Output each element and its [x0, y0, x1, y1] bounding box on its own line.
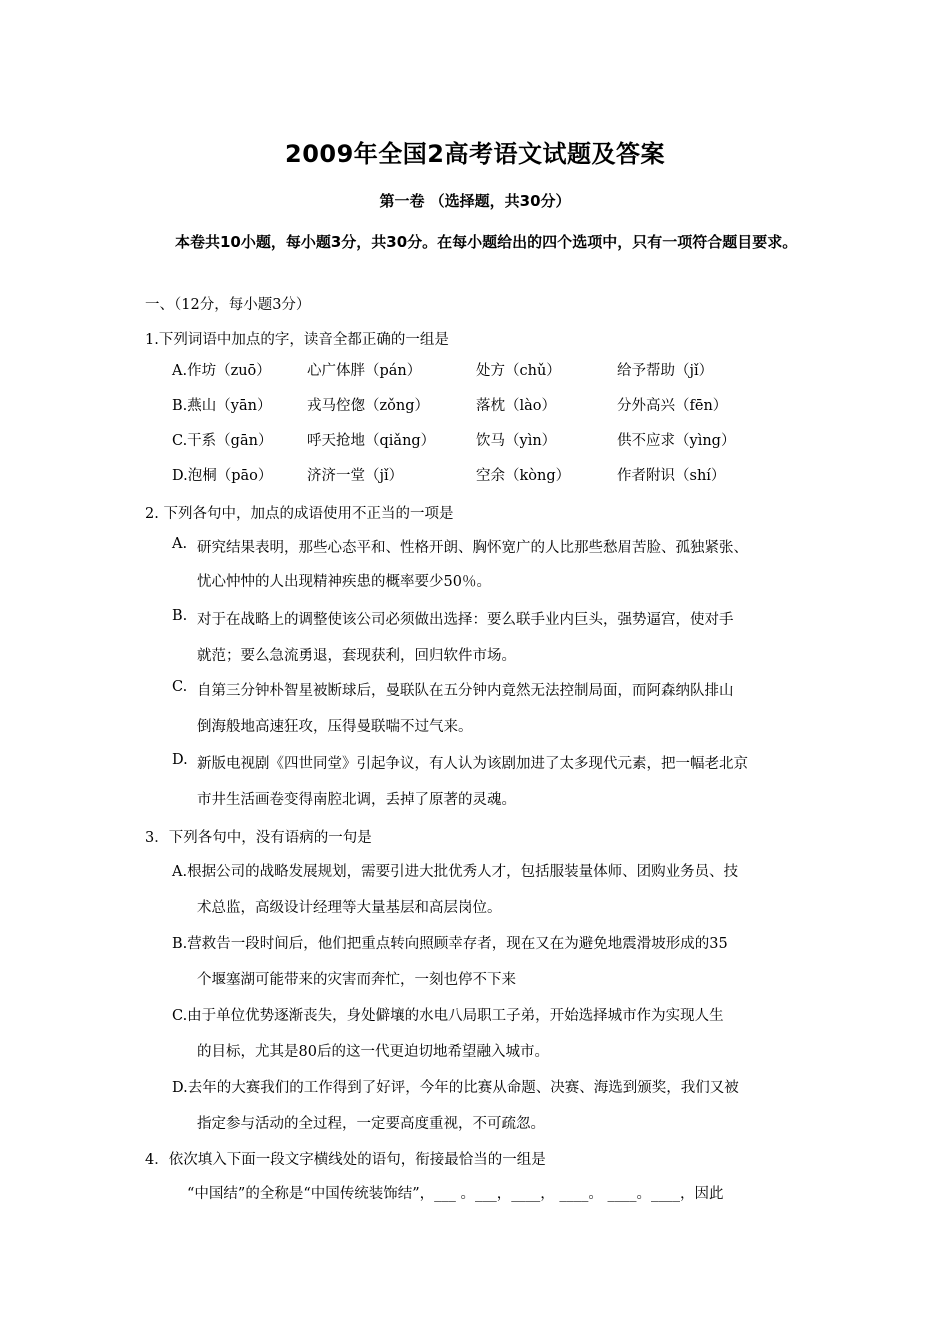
part-heading: 一、（12分，每小题3分） — [145, 297, 311, 313]
q3-option-d-line1: D.去年的大赛我们的工作得到了好评，今年的比赛从命题、决赛、海选到颁奖，我们又被 — [172, 1080, 739, 1096]
q3-option-b-line1: B.营救告一段时间后，他们把重点转向照顾幸存者，现在又在为避免地震滑坡形成的35 — [172, 936, 728, 952]
q2-option-b-line2: 就范；要么急流勇退，套现获利，回归软件市场。 — [197, 648, 516, 664]
q1-a-3: 处方（chǔ） — [476, 363, 561, 379]
q3-option-a-line2: 术总监，高级设计经理等大量基层和高层岗位。 — [197, 900, 502, 916]
question-2-stem: 2. 下列各句中，加点的成语使用不正当的一项是 — [145, 506, 454, 522]
q3-option-a-line1: A.根据公司的战略发展规划，需要引进大批优秀人才，包括服装量体师、团购业务员、技 — [172, 864, 739, 880]
q2-option-d-line2: 市井生活画卷变得南腔北调，丢掉了原著的灵魂。 — [197, 792, 516, 808]
question-4-text: “中国结”的全称是“中国传统装饰结”，___ 。___，____， ____。 ____。____，因此 — [187, 1186, 724, 1202]
q3-option-d-line2: 指定参与活动的全过程，一定要高度重视，不可疏忽。 — [197, 1116, 545, 1132]
q1-d-3: 空余（kòng） — [476, 468, 571, 484]
q1-b-4: 分外高兴（fēn） — [617, 398, 728, 414]
q2-option-d-label: D. — [172, 752, 188, 768]
q1-a-4: 给予帮助（jǐ） — [617, 363, 714, 379]
question-4-stem: 4．依次填入下面一段文字横线处的语句，衔接最恰当的一组是 — [145, 1152, 546, 1168]
q1-c-1: C.干系（gān） — [172, 433, 273, 449]
q2-option-b-label: B. — [172, 608, 188, 624]
q1-c-4: 供不应求（yìng） — [617, 433, 736, 449]
instructions: 本卷共10小题，每小题3分，共30分。在每小题给出的四个选项中，只有一项符合题目要求。 — [175, 233, 798, 251]
section-heading: 第一卷 （选择题，共30分） — [379, 192, 571, 210]
question-1-stem: 1.下列词语中加点的字，读音全都正确的一组是 — [145, 332, 449, 348]
q1-a-2: 心广体胖（pán） — [307, 363, 422, 379]
q1-b-1: B.燕山（yān） — [172, 398, 272, 414]
page-title: 2009年全国2高考语文试题及答案 — [285, 140, 665, 168]
q3-option-b-line2: 个堰塞湖可能带来的灾害而奔忙，一刻也停不下来 — [197, 972, 516, 988]
q1-a-1: A.作坊（zuō） — [172, 363, 271, 379]
q3-option-c-line1: C.由于单位优势逐渐丧失，身处僻壤的水电八局职工子弟，开始选择城市作为实现人生 — [172, 1008, 724, 1024]
q1-c-3: 饮马（yìn） — [476, 433, 557, 449]
q2-option-c-line2: 倒海般地高速狂攻，压得曼联喘不过气来。 — [197, 719, 473, 735]
q1-d-1: D.泡桐（pāo） — [172, 468, 273, 484]
q2-option-c-label: C. — [172, 679, 188, 695]
q1-d-4: 作者附识（shí） — [617, 468, 726, 484]
q2-option-a-line2: 忧心忡忡的人出现精神疾患的概率要少50％。 — [197, 574, 491, 590]
question-3-stem: 3．下列各句中，没有语病的一句是 — [145, 830, 372, 846]
q2-option-a-label: A. — [172, 536, 188, 552]
q1-b-2: 戎马倥偬（zǒng） — [307, 398, 429, 414]
q2-option-c-line1: 自第三分钟朴智星被断球后，曼联队在五分钟内竟然无法控制局面，而阿森纳队排山 — [197, 683, 734, 699]
q1-d-2: 济济一堂（jǐ） — [307, 468, 404, 484]
q1-b-3: 落枕（lào） — [476, 398, 557, 414]
q1-c-2: 呼天抢地（qiǎng） — [307, 433, 436, 449]
q2-option-a-line1: 研究结果表明，那些心态平和、性格开朗、胸怀宽广的人比那些愁眉苦脸、孤独紧张、 — [197, 540, 748, 556]
q2-option-d-line1: 新版电视剧《四世同堂》引起争议，有人认为该剧加进了太多现代元素，把一幅老北京 — [197, 756, 748, 772]
q3-option-c-line2: 的目标，尤其是80后的这一代更迫切地希望融入城市。 — [197, 1044, 549, 1060]
q2-option-b-line1: 对于在战略上的调整使该公司必须做出选择：要么联手业内巨头，强势逼宫，使对手 — [197, 612, 734, 628]
